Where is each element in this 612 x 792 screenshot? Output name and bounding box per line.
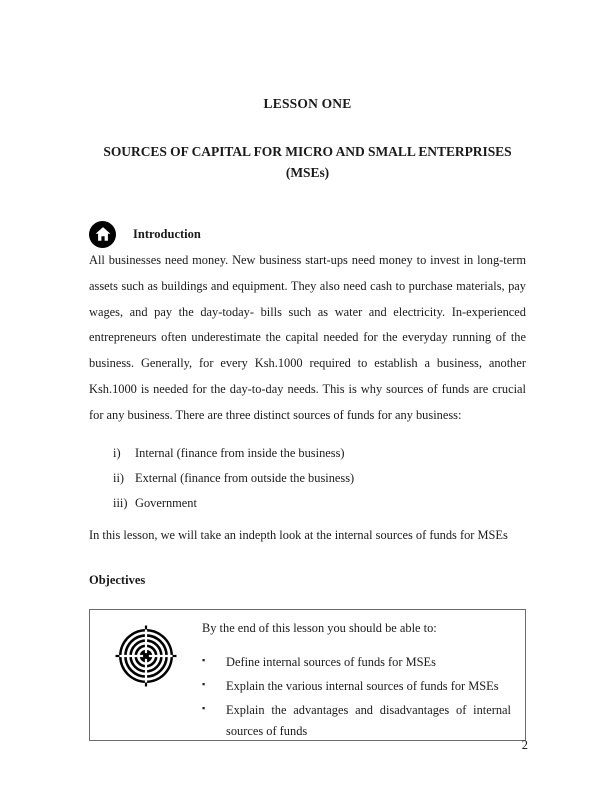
introduction-paragraph: All businesses need money. New business start-ups need money to invest in long-term assets such as buildings and equipment. They also need cash to purchase materials, pay wages, and pay the day-today- bills such as water and electricity. In-experienced entrepreneurs often underestimate the capital needed for the everyday running of the business. Generally, for every Ksh.1000 required to establish a business, another Ksh.1000 is needed for the day-to-day needs. This is why sources of funds are crucial for any business. There are three distinct sources of funds for any business: — [89, 253, 526, 422]
square-bullet-icon: ▪ — [202, 703, 206, 714]
square-bullet-icon: ▪ — [202, 654, 206, 665]
objectives-lead-in: By the end of this lesson you should be able to: — [202, 620, 437, 635]
introduction-heading-row — [89, 220, 526, 248]
list-item — [89, 497, 526, 522]
objectives-heading: Objectives — [89, 572, 146, 587]
sources-of-funds-list — [89, 447, 526, 523]
page-title-line2: (MSEs) — [285, 165, 330, 181]
list-item-label: External (finance from outside the business) — [135, 471, 355, 486]
list-item-label: Internal (finance from inside the business) — [135, 445, 345, 460]
objective-text: Define internal sources of funds for MSEs — [226, 654, 436, 669]
page-number: 2 — [521, 738, 528, 752]
list-item — [202, 700, 511, 743]
list-item — [202, 676, 511, 697]
closing-paragraph: In this lesson, we will take an indepth look at the internal sources of funds for MSEs — [89, 527, 508, 542]
page-title — [89, 142, 526, 184]
list-item — [89, 472, 526, 497]
list-item-numeral: ii) — [113, 471, 125, 486]
lesson-label: LESSON ONE — [263, 96, 352, 111]
objectives-list — [202, 652, 511, 743]
square-bullet-icon: ▪ — [202, 678, 206, 689]
title-block — [89, 0, 526, 184]
list-item — [202, 652, 511, 673]
objectives-icon-cell — [90, 621, 202, 692]
list-item-label: Government — [135, 496, 197, 511]
page-content — [89, 0, 526, 741]
introduction-label: Introduction — [133, 226, 201, 241]
home-icon — [89, 221, 116, 248]
objective-text: Explain the various internal sources of funds for MSEs — [226, 678, 499, 693]
list-item-numeral: i) — [113, 445, 121, 460]
list-item — [89, 447, 526, 472]
objective-text: Explain the advantages and disadvantages of internal sources of funds — [226, 703, 511, 739]
objectives-body — [202, 621, 525, 746]
page-title-line1: SOURCES OF CAPITAL FOR MICRO AND SMALL ENTERPRISES — [103, 144, 512, 160]
objectives-box — [89, 609, 526, 741]
list-item-numeral: iii) — [113, 496, 128, 511]
target-icon — [115, 625, 177, 692]
